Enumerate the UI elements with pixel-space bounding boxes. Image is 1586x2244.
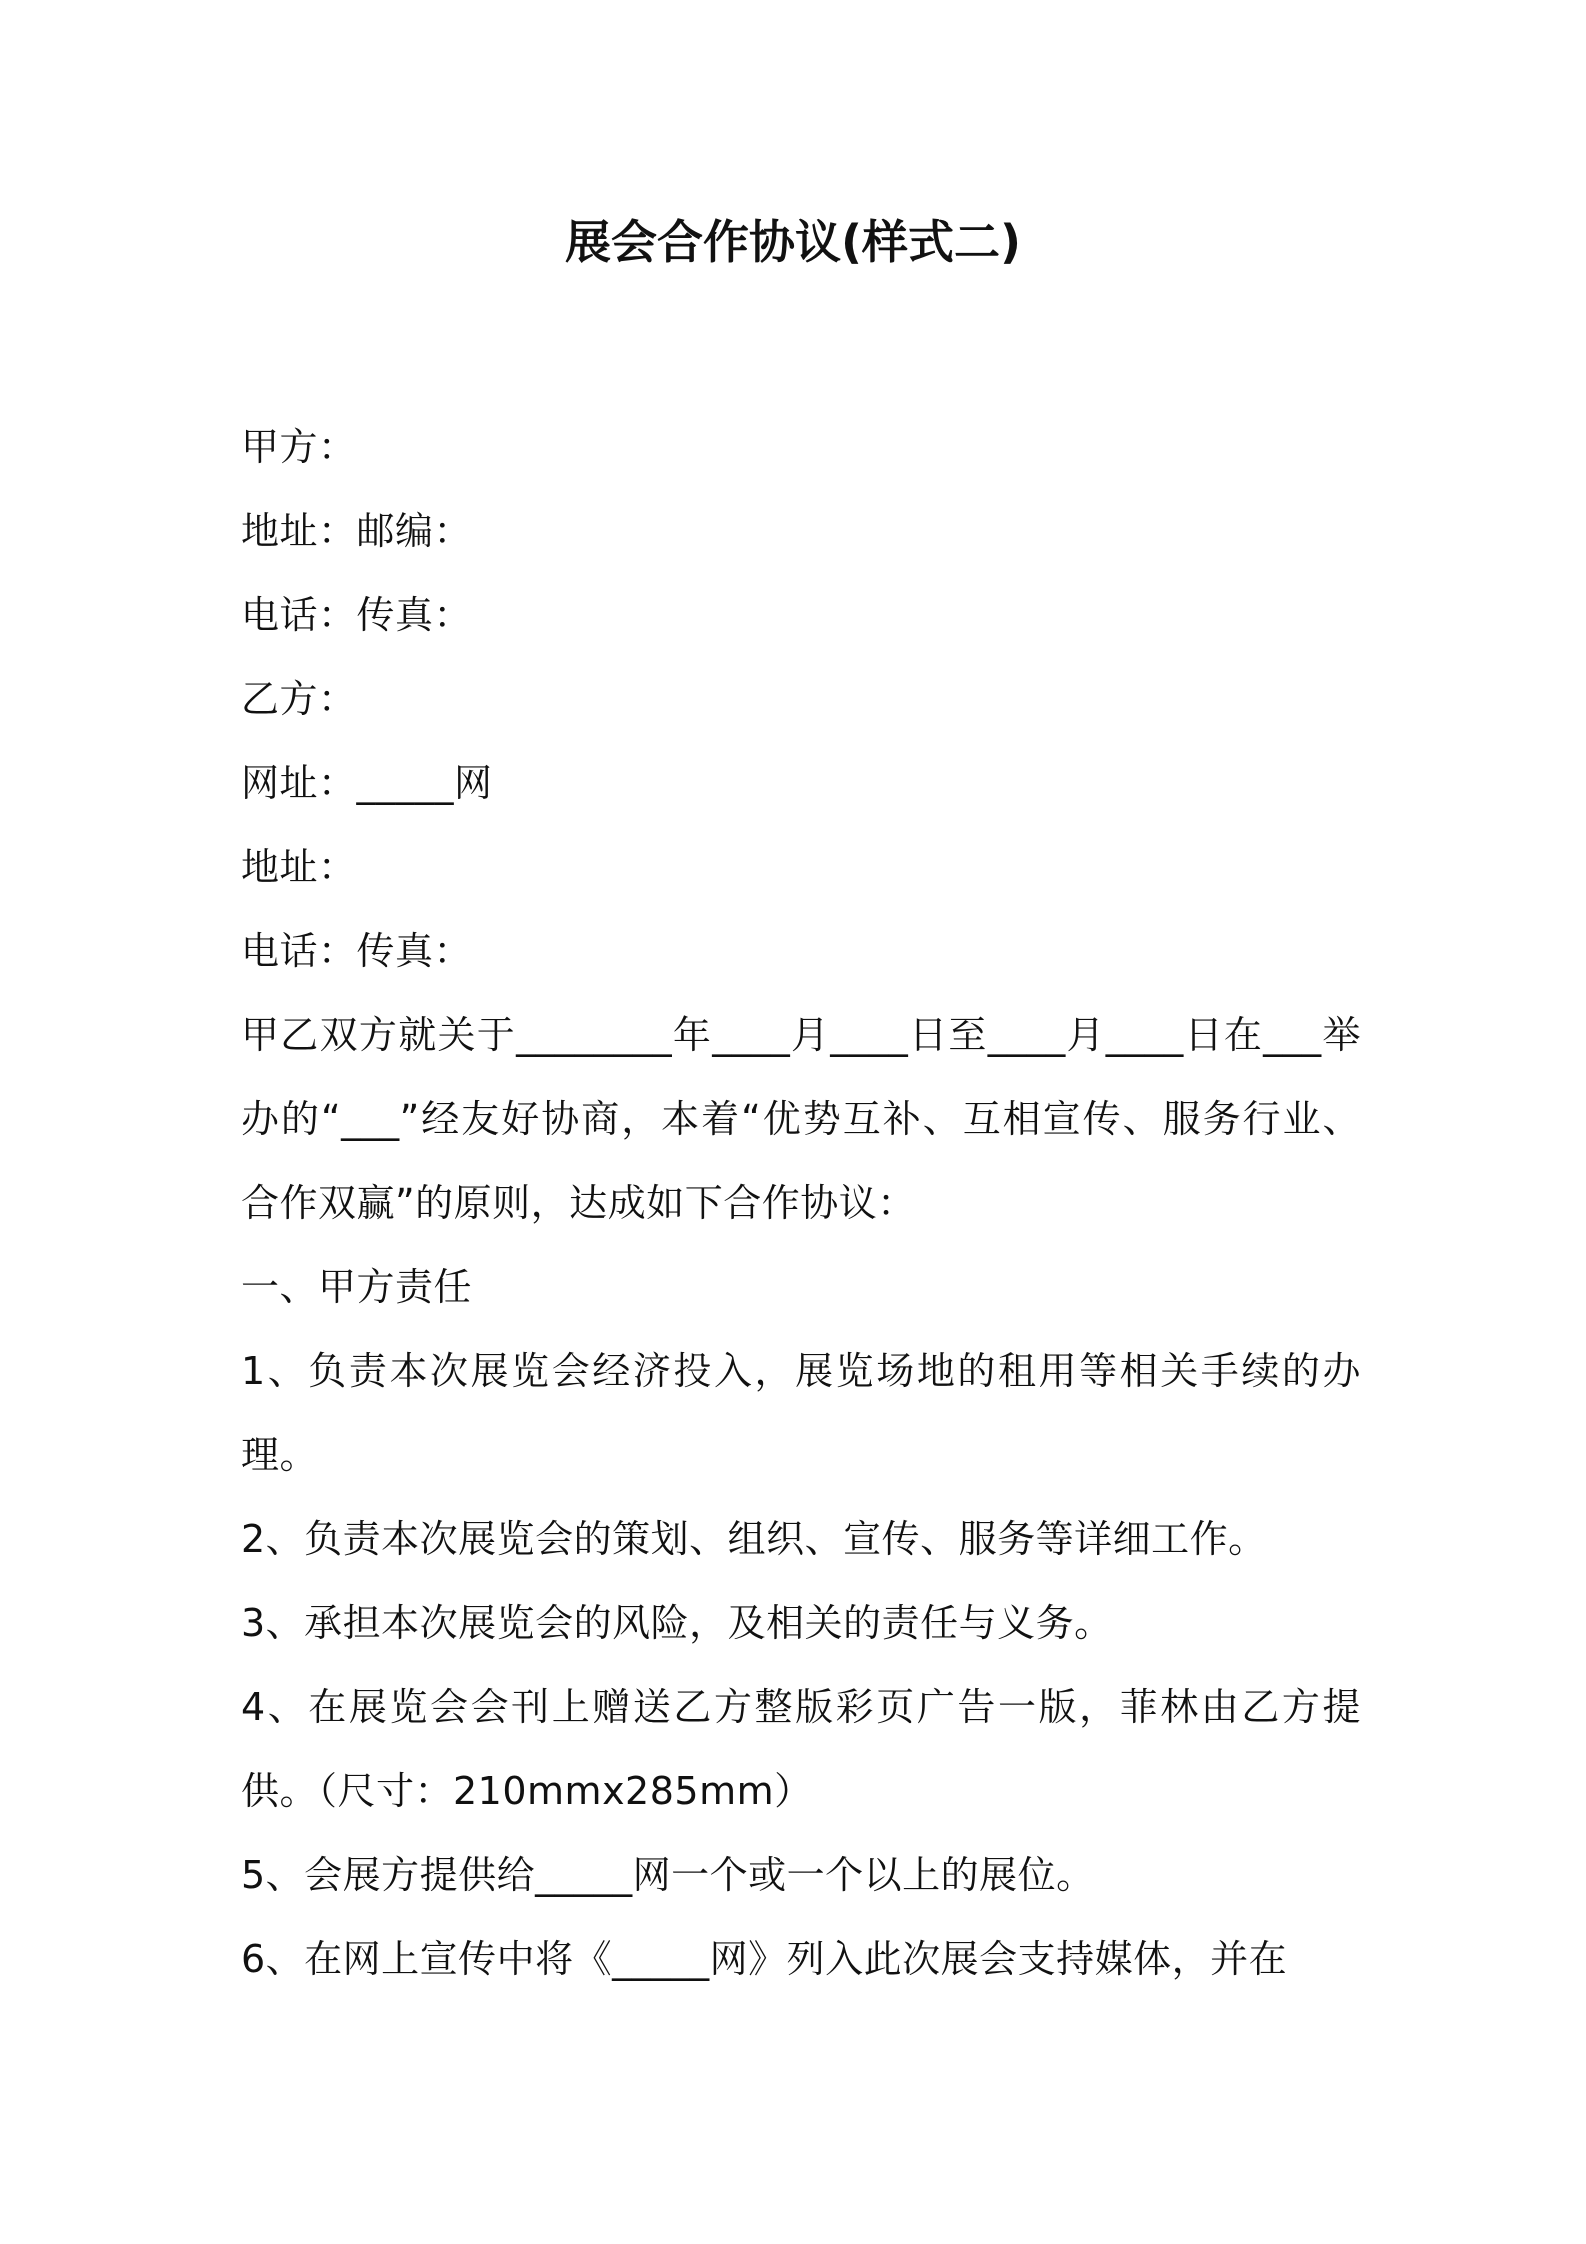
section-heading: 一、甲方责任	[241, 1265, 473, 1309]
party-b-address-line: 地址：	[241, 845, 357, 889]
party-a-label: 甲方：	[241, 425, 357, 469]
party-b-phone-line: 电话：传真：	[241, 929, 473, 973]
document-title: 展会合作协议(样式二)	[564, 215, 1022, 269]
clause-1: 1、负责本次展览会经济投入，展览场地的租用等相关手续的办理。	[241, 1349, 1361, 1477]
party-a-phone-line: 电话：传真：	[241, 593, 473, 637]
clause-2: 2、负责本次展览会的策划、组织、宣传、服务等详细工作。	[241, 1517, 1267, 1561]
party-b-label: 乙方：	[241, 677, 357, 721]
party-b-website-line: 网址：_____网	[241, 761, 493, 805]
preamble-paragraph: 甲乙双方就关于________年____月____日至____月____日在___举办的“___”经友好协商，本着“优势互补、互相宣传、服务行业、合作双赢”的原则，达成如下合作协议：	[241, 1013, 1361, 1225]
clause-3: 3、承担本次展览会的风险，及相关的责任与义务。	[241, 1601, 1113, 1645]
clause-5: 5、会展方提供给_____网一个或一个以上的展位。	[241, 1853, 1095, 1897]
clause-4: 4、在展览会会刊上赠送乙方整版彩页广告一版，菲林由乙方提供。（尺寸：210mmx285mm）	[241, 1685, 1361, 1813]
party-a-address-line: 地址：邮编：	[241, 509, 473, 553]
clause-6: 6、在网上宣传中将《_____网》列入此次展会支持媒体，并在	[241, 1937, 1288, 1981]
document-body	[241, 405, 1361, 2001]
